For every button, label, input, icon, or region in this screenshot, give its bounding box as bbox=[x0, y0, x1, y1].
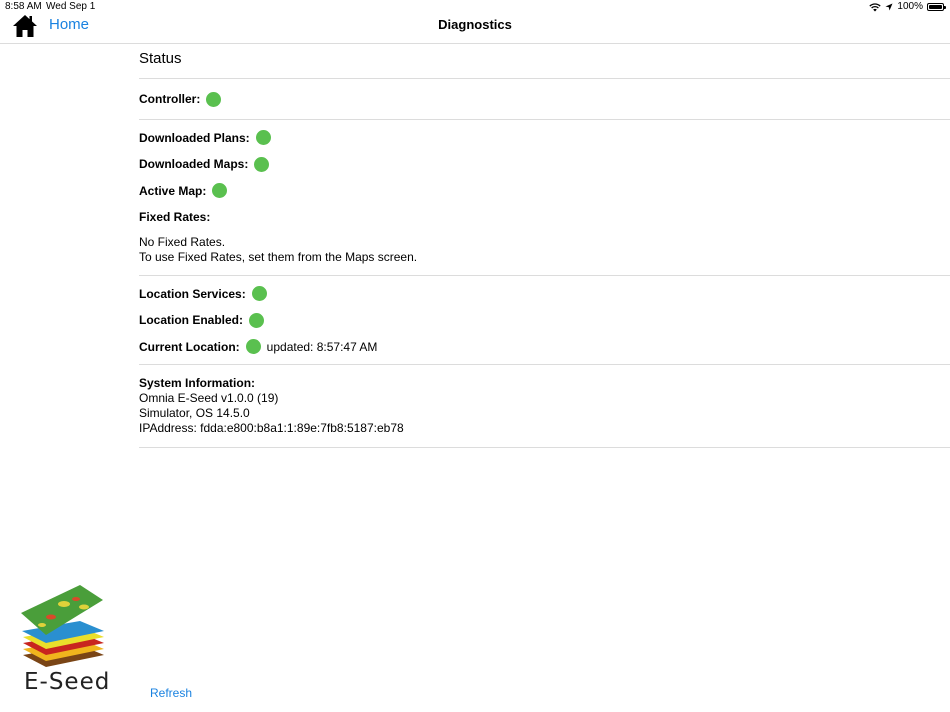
page-title: Diagnostics bbox=[438, 17, 512, 32]
battery-percent: 100% bbox=[897, 1, 923, 12]
fixed-rates-line-1: No Fixed Rates. bbox=[139, 234, 226, 249]
section-title: Status bbox=[139, 44, 950, 79]
controller-status-indicator bbox=[206, 92, 221, 107]
current-location-updated: updated: 8:57:47 AM bbox=[266, 339, 378, 354]
current-location-label: Current Location: bbox=[139, 339, 240, 354]
wifi-icon bbox=[869, 3, 881, 12]
status-bar bbox=[0, 0, 950, 14]
current-location-row bbox=[139, 334, 950, 361]
location-services-status-indicator bbox=[252, 286, 267, 301]
downloaded-plans-status-indicator bbox=[256, 130, 271, 145]
controller-row bbox=[139, 86, 950, 113]
active-map-status-indicator bbox=[212, 183, 227, 198]
navigation-bar bbox=[0, 14, 950, 44]
location-enabled-status-indicator bbox=[249, 313, 264, 328]
maps-group bbox=[139, 120, 950, 276]
downloaded-maps-row bbox=[139, 151, 950, 178]
location-services-label: Location Services: bbox=[139, 286, 246, 301]
controller-group bbox=[139, 79, 950, 120]
location-enabled-label: Location Enabled: bbox=[139, 313, 244, 328]
fixed-rates-note bbox=[139, 231, 950, 269]
status-right bbox=[869, 0, 944, 14]
downloaded-maps-status-indicator bbox=[254, 157, 269, 172]
location-enabled-row bbox=[139, 307, 950, 334]
battery-icon bbox=[927, 3, 944, 11]
system-info-version: Omnia E-Seed v1.0.0 (19) bbox=[139, 391, 279, 405]
refresh-button[interactable]: Refresh bbox=[150, 686, 193, 700]
system-info-device: Simulator, OS 14.5.0 bbox=[139, 406, 250, 420]
status-time: 8:58 AM bbox=[5, 1, 42, 12]
current-location-status-indicator bbox=[246, 339, 261, 354]
downloaded-maps-label: Downloaded Maps: bbox=[139, 157, 249, 172]
logo-wordmark: E-Seed bbox=[24, 669, 111, 695]
fixed-rates-label: Fixed Rates: bbox=[139, 210, 211, 225]
active-map-row bbox=[139, 178, 950, 205]
fixed-rates-row bbox=[139, 204, 950, 231]
fixed-rates-line-2: To use Fixed Rates, set them from the Maps screen. bbox=[139, 250, 418, 264]
downloaded-plans-label: Downloaded Plans: bbox=[139, 130, 250, 145]
system-info-ip-address: IPAddress: fdda:e800:b8a1:1:89e:7fb8:5187:eb78 bbox=[139, 421, 404, 435]
home-button[interactable]: Home bbox=[49, 16, 90, 33]
downloaded-plans-row bbox=[139, 125, 950, 152]
location-arrow-icon bbox=[885, 3, 893, 11]
system-information-group bbox=[139, 365, 950, 448]
system-information-label: System Information: bbox=[139, 376, 256, 390]
diagnostics-content bbox=[139, 44, 950, 448]
location-services-row bbox=[139, 281, 950, 308]
controller-label: Controller: bbox=[139, 92, 201, 107]
status-date: Wed Sep 1 bbox=[46, 1, 96, 12]
active-map-label: Active Map: bbox=[139, 183, 207, 198]
location-group bbox=[139, 276, 950, 366]
